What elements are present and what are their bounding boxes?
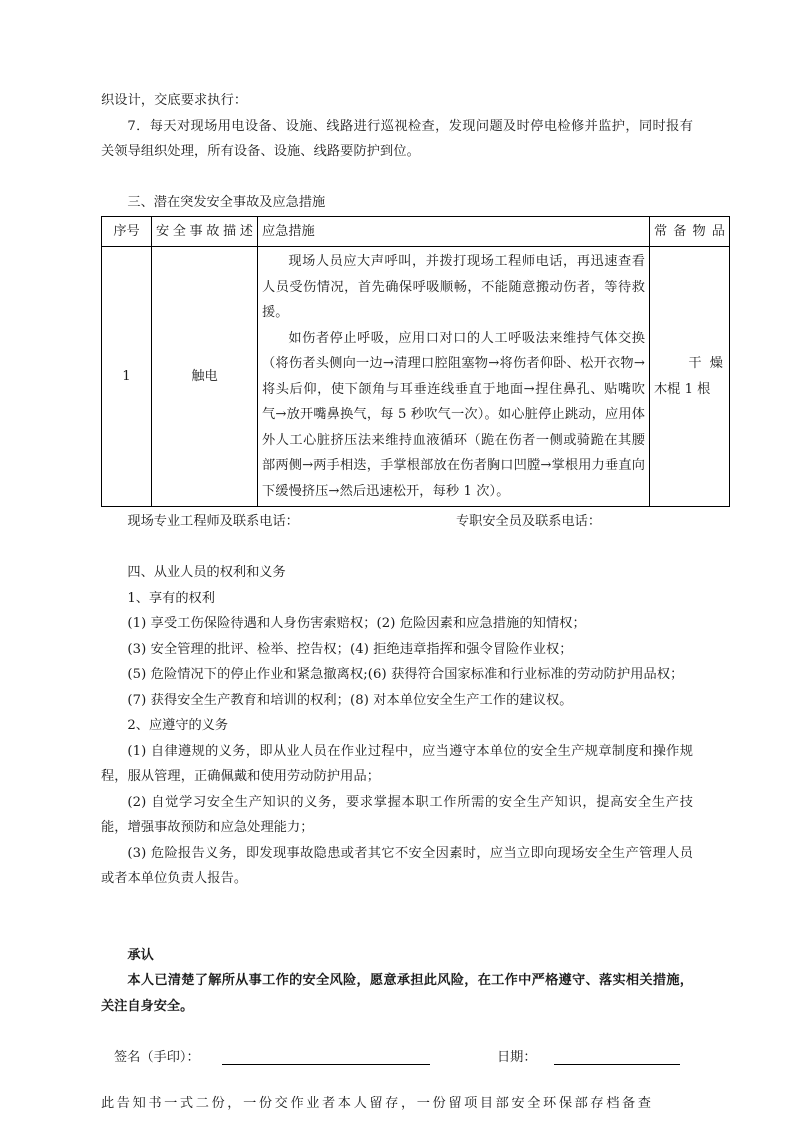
- acknowledgement-title: 承认: [127, 947, 154, 963]
- date-label: 日期：: [497, 1049, 537, 1065]
- intro-item-7: 7．每天对现场用电设备、设施、线路进行巡视检查，发现问题及时停电检修并监护，同时报有关领导组织处理，所有设备、设施、线路要防护到位。: [101, 118, 693, 159]
- stock-line-2: 木棍 1 根: [654, 381, 711, 397]
- row-stock: [650, 247, 730, 507]
- signature-row: [101, 1045, 693, 1072]
- duties-line-2: (2) 自觉学习安全生产知识的义务，要求掌握本职工作所需的安全生产知识，提高安全生产技能，增强事故预防和应急处理能力；: [101, 794, 693, 835]
- safety-officer-contact-label: 专职安全员及联系电话：: [456, 514, 602, 529]
- measure-paragraph-2: 如伤者停止呼吸，应用口对口的人工呼吸法来维持气体交换（将伤者头侧向一边→清理口腔阻塞物→将伤者仰卧、松开衣物→将头后仰，使下颌角与耳垂连线垂直于地面→捏住鼻孔、贴嘴吹气→放开嘴鼻换气，每 5 秒吹气一次）。如心脏停止跳动，应用体外人工心脏挤压法来维持血液循环（跪在伤者一侧或骑跪在其腰部两侧→两手相迭，手掌根部放在伤者胸口凹膛→掌根用力垂直向下缓慢挤压→然后迅速松开，每秒 1 次）。: [262, 330, 645, 499]
- emergency-measures-table: [101, 216, 730, 508]
- row-measure: [258, 247, 650, 507]
- rights-line-2: (3) 安全管理的批评、检举、控告权；(4) 拒绝违章指挥和强令冒险作业权；: [127, 641, 573, 657]
- signature-input-line[interactable]: [222, 1064, 430, 1065]
- rights-line-1: (1) 享受工伤保险待遇和人身伤害索赔权；(2) 危险因素和应急措施的知情权；: [127, 616, 586, 631]
- spacer: [101, 165, 693, 191]
- spacer: [101, 1019, 693, 1045]
- intro-tail-line: 织设计，交底要求执行：: [101, 93, 248, 108]
- stock-line-1: 干 燥: [688, 356, 725, 371]
- section-3-heading: 三、潜在突发安全事故及应急措施: [127, 195, 326, 210]
- spacer: [101, 892, 693, 918]
- table-header-row: [102, 216, 730, 247]
- spacer: [101, 917, 693, 943]
- duties-line-3: (3) 危险报告义务，即发现事故隐患或者其它不安全因素时，应当立即向现场安全生产管理人员或者本单位负责人报告。: [101, 845, 693, 886]
- table-header-no: 序号: [102, 216, 152, 247]
- date-input-line[interactable]: [554, 1064, 680, 1065]
- spacer: [101, 535, 693, 561]
- measure-paragraph-1: 现场人员应大声呼叫，并拨打现场工程师电话，再迅速查看人员受伤情况，首先确保呼吸顺畅，不能随意搬动伤者，等待救援。: [262, 254, 645, 320]
- row-no: 1: [102, 247, 152, 507]
- table-head: [102, 216, 730, 247]
- rights-line-4: (7) 获得安全生产教育和培训的权利；(8) 对本单位安全生产工作的建议权。: [127, 692, 573, 708]
- table-row: [102, 247, 730, 507]
- row-desc: 触电: [152, 247, 258, 507]
- document-content: [101, 88, 725, 1116]
- section-4-heading: 四、从业人员的权利和义务: [127, 565, 286, 580]
- acknowledgement-body: 本人已清楚了解所从事工作的安全风险，愿意承担此风险，在工作中严格遵守、落实相关措施，关注自身安全。: [101, 973, 693, 1014]
- rights-subheading: 1、享有的权利: [127, 590, 215, 606]
- footer-note: 此告知书一式二份，一份交作业者本人留存，一份留项目部安全环保部存档备查: [101, 1095, 654, 1111]
- duties-subheading: 2、应遵守的义务: [127, 718, 229, 733]
- table-body: [102, 247, 730, 507]
- rights-line-3: (5) 危险情况下的停止作业和紧急撤离权;(6) 获得符合国家标准和行业标准的劳动防护用品权；: [127, 667, 684, 682]
- engineer-contact-label: 现场专业工程师及联系电话：: [127, 514, 299, 529]
- contacts-row: [101, 509, 693, 535]
- duties-line-1: (1) 自律遵规的义务，即从业人员在作业过程中，应当遵守本单位的安全生产规章制度和操作规程，服从管理，正确佩戴和使用劳动防护用品；: [101, 743, 693, 784]
- table-header-measure: 应急措施: [258, 216, 650, 247]
- signature-label: 签名（手印）：: [114, 1049, 200, 1065]
- table-header-stock: 常备物品: [650, 216, 730, 247]
- table-header-desc: 安全事故描述: [152, 216, 258, 247]
